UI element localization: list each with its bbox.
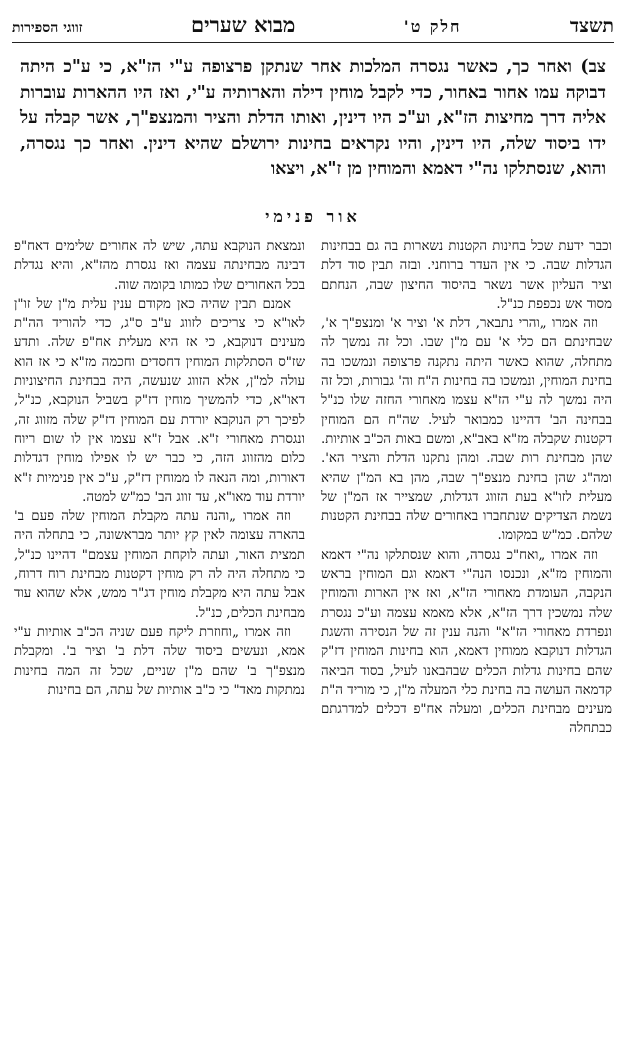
part-label: חלק ט' [403,17,462,36]
page-number: תשצד [569,15,614,37]
book-title: מבוא שערים [190,12,296,37]
commentary-paragraph: וזה אמרו „וחוזרת ליקח פעם שניה הכ"ב אותיות ע"י אמא, ונעשים ביסוד שלה דלת ב' וציר ב'. ומקבלת מנצפ"ך ב' שהם מ"ן שניים, שכל זה המה בחינות נמתקות מאד" כי כ"ב אותיות של עתה, הם בחינות [14,624,305,698]
commentary-paragraph: ונמצאת הנוקבא עתה, שיש לה אחורים שלימים דאח"פ דבינה מבחינתה עצמה ואז נגסרת מהז"א, והיא נגדלת בכל האחורים שלו כמותו בקומה שוה. [14,238,305,293]
section-title: זווגי הספירות [12,20,83,36]
commentary-column-right [321,237,612,739]
main-text-paragraph: צב) ואחר כך, כאשר נגסרה המלכות אחר שנתקן פרצופה ע"י הז"א, כי ע"כ היתה דבוקה עמו אחור באחור, כדי לקבל מוחין דילה והארותיה ע"י, ואז היו ההארות עוברות אליה דרך מחיצות הז"א, וע"כ היו דינין, ואותו הדלת והציר והמנצפ"ך, אשר קבלה על ידו ביסוד שלה, היו דינין, והיו נקראים בחינות ירושלם שהיא דינין. ואחר כך נגסרה, והוא, שנסתלקו נה"י דאמא והמוחין מן ז"א, ויצאו [20,57,606,180]
commentary-paragraph: אמנם תבין שהיה כאן מקודם ענין עלית מ"ן של זו"ן לאו"א כי צריכים לזווג ע"ב ס"ג, כדי להוריד הה"ת מעינים דנוקבא, כי אז היא מעלית אח"פ שלה. ותדע שז"ס הסתלקות המוחין דחסדים וחכמה מז"א כי אז הוא עולה למ"ן, אלא הזווג שנעשה, היה בבחינת החיצוניות דאו"א, כדי להמשיך מוחין דז"ק בשביל הנוקבא, כנ"ל, לפיכך רק הנוקבא יורדת עם המוחין דז"ק שלה מזווג זה, ונגסרת מאחורי ז"א. אבל ז"א עצמו אין לו שום ריוח כלום מהזווג הזה, כי כבר יש לו אפילו מוחין דגדלות דאורות, ומה הנאה לו ממוחין דז"ק, ע"כ אין פנימיות ז"א יורדת עוד מאו"א, עד זווג הב' כמ"ש למטה. [14,296,305,505]
commentary-paragraph: וכבר ידעת שכל בחינות הקטנות נשארות בה גם בבחינות הגדלות שבה. כי אין העדר ברוחני. ובזה תבין סוד דלת וציר העליון אשר נשאר בהיסוד החיצון שבה, הנחתם מסוד אש נכפפת כנ"ל. [321,238,612,312]
commentary-paragraph: וזה אמרו „והרי נתבאר, דלת א' וציר א' ומנצפ"ך א', שבחינתם הם כלי א' עם מ"ן שבו. וכל זה נמשך לה מתחלה, שהוא כאשר היתה נתקנה פרצופה ונמשכו בה בחינת המוחין, ונמשכו בה בחינות ה"ח וה' גבורות, וכל זה היה נמשך לה ע"י הז"א עצמו מאחורי החזה שלו כנ"ל בבחינה הב' דהיינו כמבואר לעיל. שה"ח הם המוחין דקטנות שקבלה מז"א באב"א, ומשם באות הכ"ב אותיות. שהן מבחינת רות שבה. ומהן נתקנו הדלת והציר הא'. ומה"ג שהן בחינת מנצפ"ך שבה, מהן בא המ"ן שהיא מעלית לזו"א בעת הזווג דגדלות, שמצייר אז המ"ן של נשמת הצדיקים שנתחברו באחורים שלה בבחינת הקטנות שלהם. כמ"ש במקומו. [321,316,612,544]
commentary-paragraph: וזה אמרו „והנה עתה מקבלת המוחין שלה פעם ב' בהארה עצומה לאין קץ יותר מבראשונה, כי בתחלה היה תמצית האור, ועתה לוקחת המוחין עצמם" דהיינו כנ"ל, כי מתחלה היה לה רק מוחין דקטנות מבחינת רוח דרוח, אבל עתה היא מקבלת מוחין דג"ר ממש, אלא שהוא עוד מבחינת הכלים, כנ"ל. [14,509,305,621]
main-text-block [12,55,614,183]
commentary-column-left [14,237,305,739]
commentary-columns [12,237,614,739]
commentary-title: אור פנימי [265,206,361,226]
running-header [12,12,614,43]
commentary-paragraph: וזה אמרו „ואח"כ נגסרה, והוא שנסתלקו נה"י דאמא והמוחין מז"א, ונכנסו הנה"י דאמא וגם המוחין בראש הנקבה, העומדת מאחורי הז"א, ואז אין הארות והמוחין שלה נמשכין דרך הז"א, אלא מאמא עצמה וע"כ נגסרת ונפרדת מאחורי הז"א" והנה ענין זה של הנסירה והשגת הגדלות דנוקבא ממוחין דאמא, הוא בחינות המוחין דז"ק שהם בחינות גדלות הכלים שבהבאנו לעיל, בסוד הביאה קדמאה העושה בה בחינת כלי המעלה מ"ן, כי מוריד ה"ת מעינים מבחינת הכלים, ומעלה אח"פ דכלים למדרגתם כבתחלה [321,547,612,737]
